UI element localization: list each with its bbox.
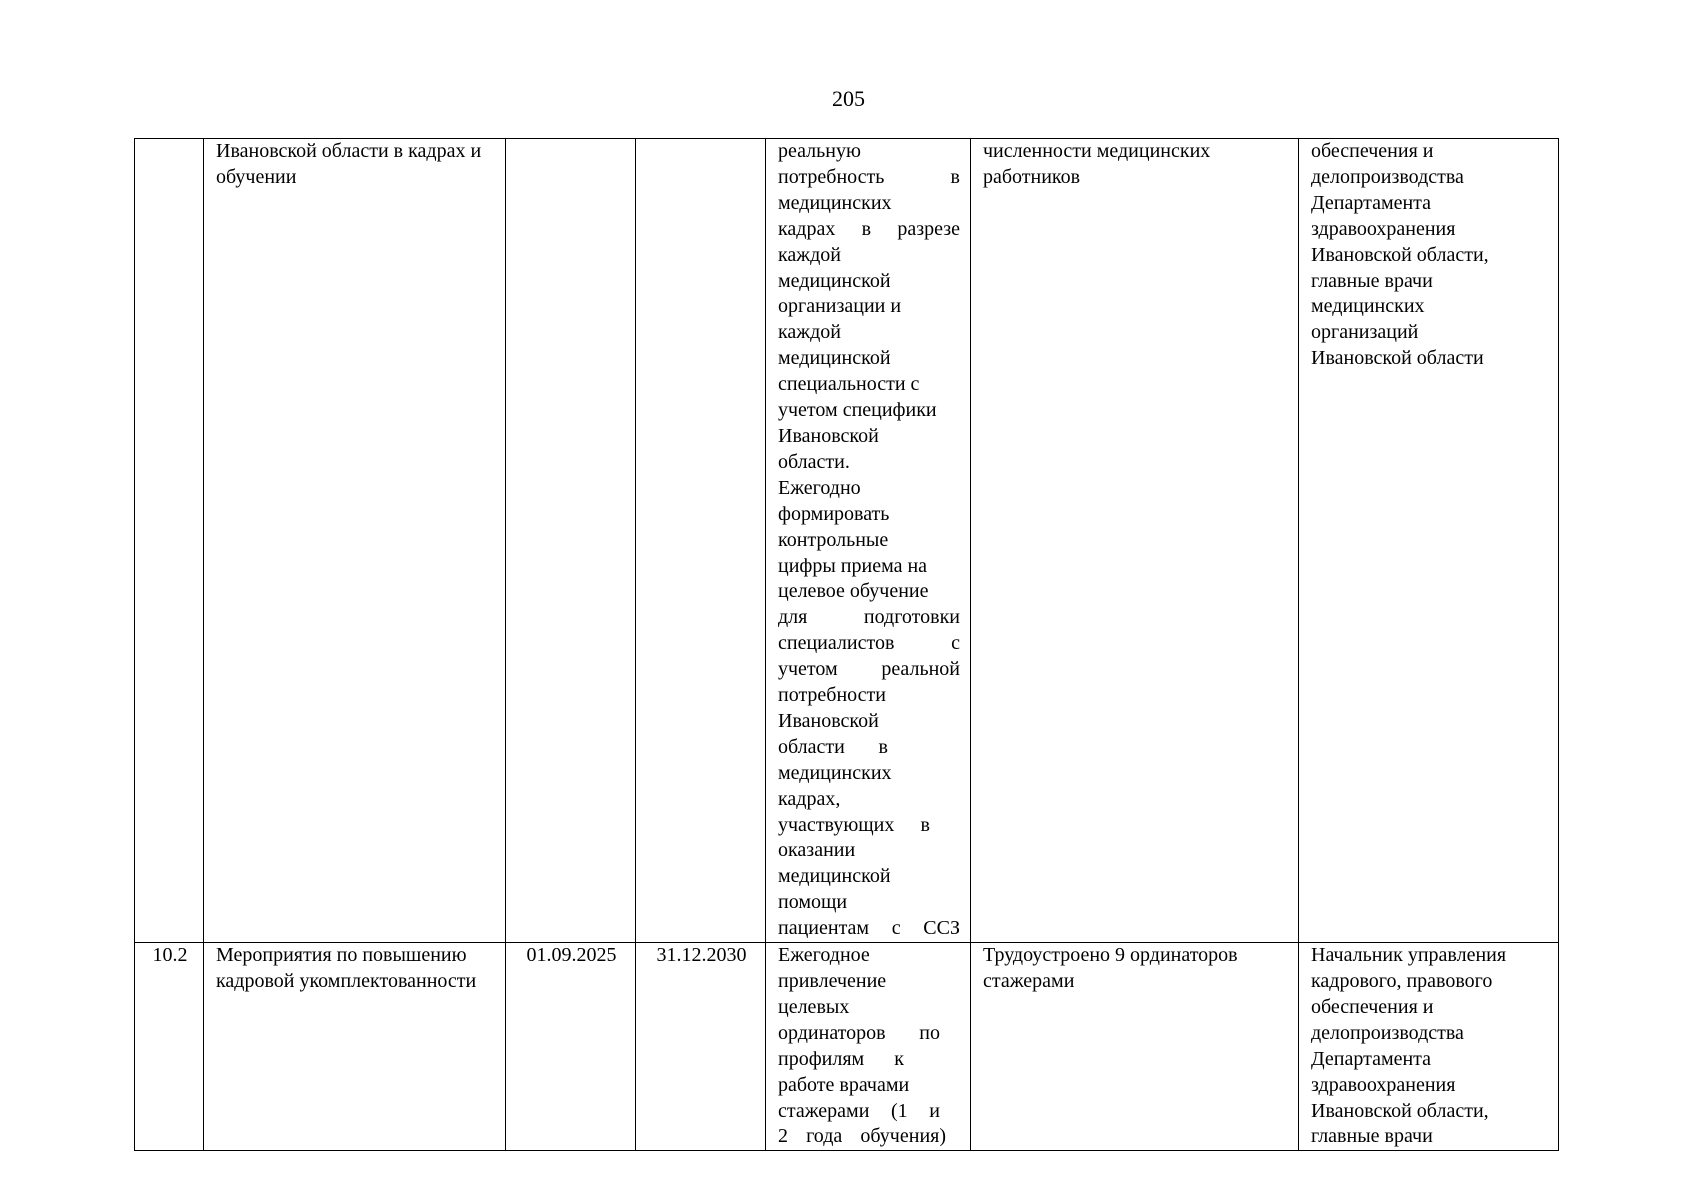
responsible-line: Ивановской области [1311, 347, 1484, 370]
responsible-line: здравоохранения [1311, 1073, 1456, 1096]
responsible-line: делопроизводства [1311, 1021, 1464, 1044]
description-line: Ивановской [778, 424, 879, 447]
responsible-line: обеспечения и [1311, 995, 1434, 1018]
description-line: контрольные [778, 528, 889, 551]
description-line: специальности с [778, 373, 920, 396]
end-date-cell: 31.12.2030 [636, 943, 766, 1151]
description-line: специалистов с [778, 632, 960, 655]
description-line: работе врачами [778, 1073, 910, 1096]
responsible-cell [1299, 139, 1559, 943]
description-line: реальную [778, 140, 861, 162]
description-line: цифры приема на [778, 554, 928, 577]
responsible-line: организаций [1311, 321, 1419, 344]
description-line: привлечение [778, 970, 887, 992]
description-line: кадрах в разрезе [778, 217, 960, 240]
measure-name-cell: Мероприятия по повышению кадровой укомплектованности [204, 943, 506, 1151]
responsible-cell [1299, 943, 1559, 1151]
result-cell: численности медицинских работников [971, 139, 1299, 943]
description-line: помощи [778, 891, 848, 914]
description-line: медицинской [778, 347, 891, 370]
responsible-line: главные врачи [1311, 1125, 1433, 1148]
description-line: учетом реальной [778, 658, 960, 681]
page-number: 205 [832, 86, 865, 111]
description-line: учетом специфики [778, 399, 937, 422]
start-date-cell: 01.09.2025 [506, 943, 636, 1151]
row-number-cell [135, 139, 204, 943]
measure-name-cell: Ивановской области в кадрах и обучении [204, 139, 506, 943]
description-line: организации и [778, 295, 902, 318]
responsible-line: Департамента [1311, 191, 1432, 214]
description-line: потребность в [778, 165, 960, 188]
table-row [135, 139, 1559, 943]
description-line: медицинских [778, 191, 892, 214]
start-date-cell [506, 139, 636, 943]
description-line: целевое обучение [778, 580, 929, 603]
responsible-line: Департамента [1311, 1047, 1432, 1070]
responsible-line: обеспечения и [1311, 140, 1434, 162]
description-cell [766, 943, 971, 1151]
description-line: каждой [778, 243, 841, 266]
description-line: медицинской [778, 865, 891, 888]
description-line: медицинской [778, 269, 891, 292]
responsible-line: Ивановской области, [1311, 243, 1489, 266]
table-row [135, 943, 1559, 1151]
description-line: медицинских [778, 761, 892, 784]
description-line: участвующих в [778, 813, 930, 836]
description-line: 2 года обучения) [778, 1125, 946, 1148]
result-cell: Трудоустроено 9 ординаторов стажерами [971, 943, 1299, 1151]
responsible-line: Ивановской области, [1311, 1099, 1489, 1122]
responsible-line: кадрового, правового [1311, 970, 1493, 992]
description-line: Ивановской [778, 709, 879, 732]
responsible-line: Начальник управления [1311, 944, 1507, 967]
responsible-line: главные врачи [1311, 269, 1433, 292]
description-line: оказании [778, 839, 856, 862]
description-line: пациентам с ССЗ [778, 917, 960, 940]
description-line: области. [778, 450, 850, 473]
end-date-cell [636, 139, 766, 943]
description-line: стажерами (1 и [778, 1099, 940, 1122]
description-line: кадрах, [778, 787, 841, 810]
row-number-cell: 10.2 [135, 943, 204, 1151]
description-line: целевых [778, 995, 850, 1018]
responsible-line: делопроизводства [1311, 165, 1464, 188]
description-line: потребности [778, 684, 886, 707]
description-line: формировать [778, 502, 890, 525]
responsible-line: медицинских [1311, 295, 1425, 318]
description-line: каждой [778, 321, 841, 344]
description-line: Ежегодное [778, 944, 870, 967]
responsible-line: здравоохранения [1311, 217, 1456, 240]
measures-table [134, 138, 1559, 1151]
description-line: профилям к [778, 1047, 904, 1070]
description-line: ординаторов по [778, 1021, 940, 1044]
description-line: для подготовки [778, 606, 960, 629]
description-cell [766, 139, 971, 943]
description-line: Ежегодно [778, 476, 861, 499]
description-line: области в [778, 735, 888, 758]
